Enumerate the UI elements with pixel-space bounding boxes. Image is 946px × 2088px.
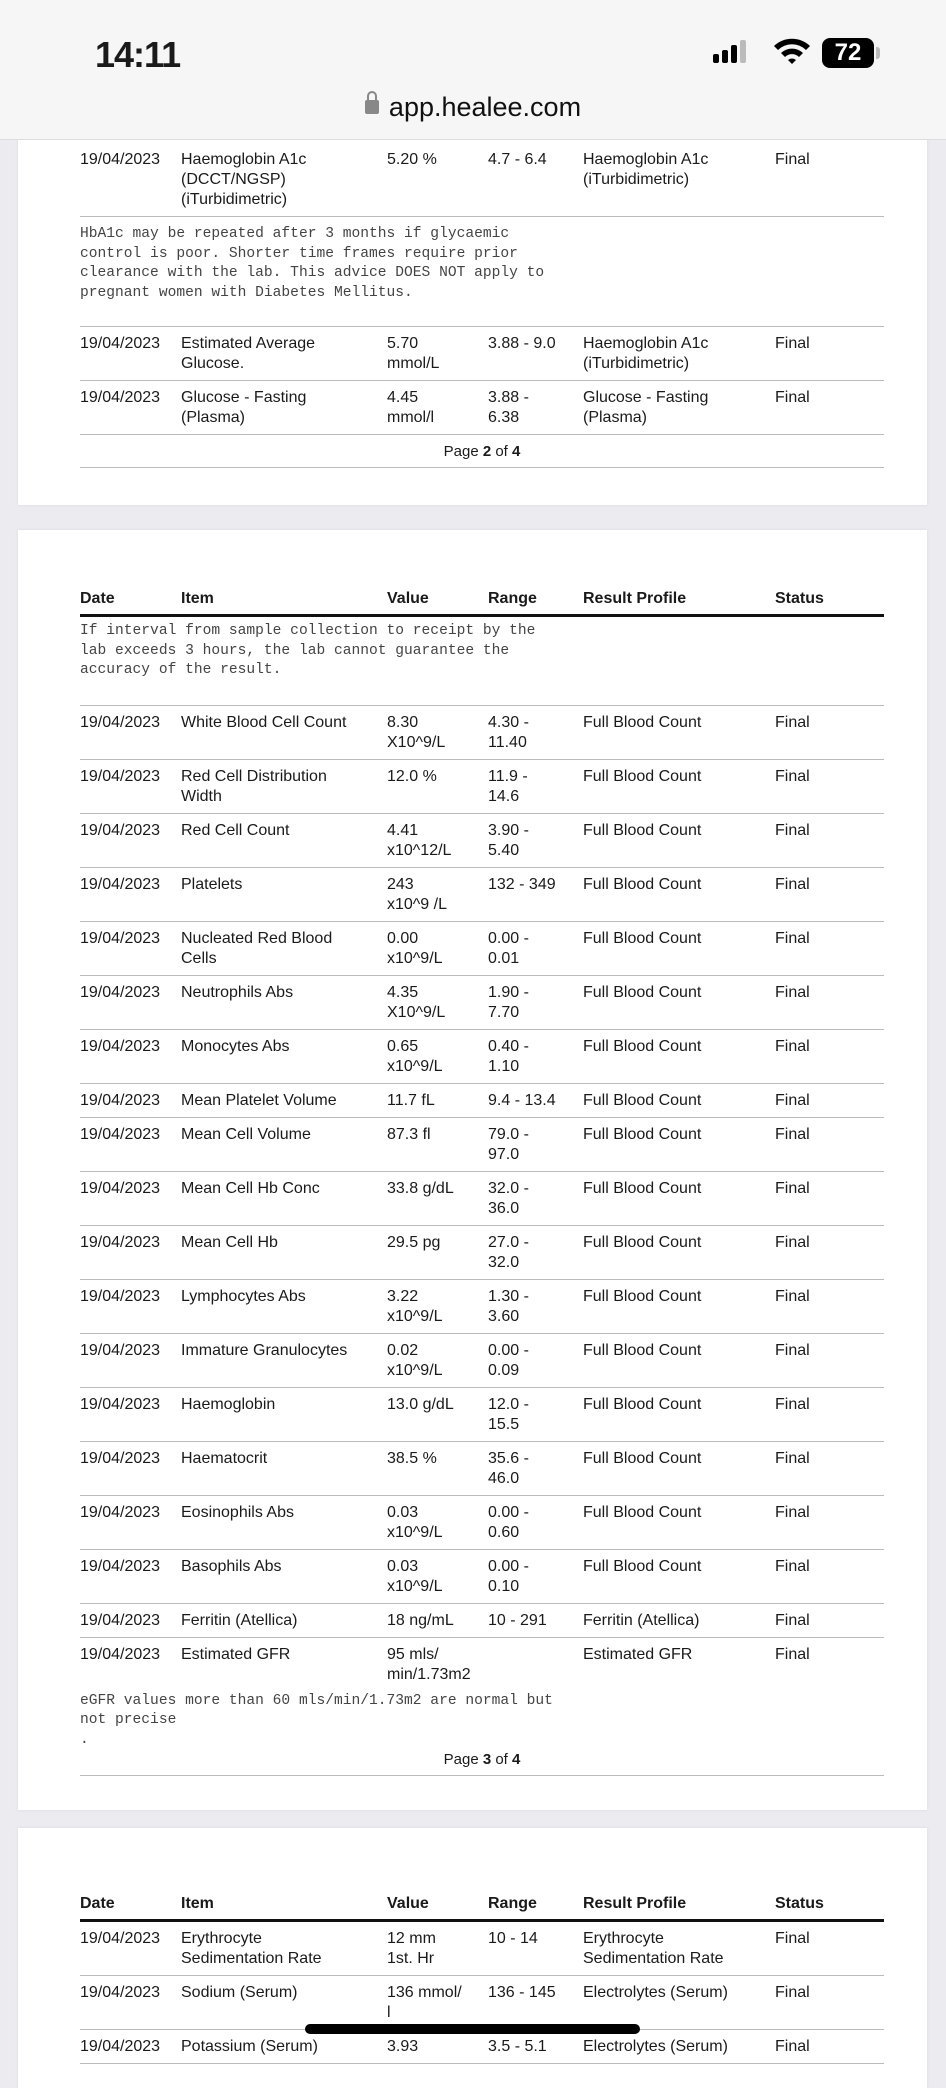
cell-profile: Full Blood Count [583, 1503, 702, 1521]
cell-date: 19/04/2023 [80, 713, 161, 731]
column-header-item: Item [181, 590, 214, 607]
cell-item: Estimated Average Glucose. [181, 335, 316, 373]
cell-item: Neutrophils Abs [181, 983, 294, 1001]
cell-range: 10 - 291 [488, 1611, 547, 1629]
cell-date: 19/04/2023 [80, 335, 161, 353]
page-label: Page 3 of 4 [80, 1751, 884, 1776]
cell-profile: Full Blood Count [583, 1287, 702, 1305]
table-row [80, 1280, 884, 1334]
cell-status: Final [775, 1091, 810, 1109]
cell-date: 19/04/2023 [80, 1341, 161, 1359]
cell-range: 136 - 145 [488, 1984, 556, 2001]
cell-range: 1.90 - 7.70 [488, 983, 529, 1021]
cell-profile: Full Blood Count [583, 875, 702, 893]
cell-range: 79.0 - 97.0 [488, 1125, 529, 1163]
column-header-range: Range [488, 1895, 537, 1912]
cell-range: 1.30 - 3.60 [488, 1287, 529, 1325]
cell-value: 3.22 x10^9/L [387, 1287, 443, 1325]
column-header-profile: Result Profile [583, 590, 687, 607]
cell-item: Mean Cell Volume [181, 1125, 311, 1143]
cell-status: Final [775, 1037, 810, 1055]
cell-range: 11.9 - 14.6 [488, 767, 528, 805]
cell-range: 4.7 - 6.4 [488, 151, 547, 168]
cell-status: Final [775, 1395, 810, 1413]
column-header-value: Value [387, 590, 429, 607]
cell-item: Lymphocytes Abs [181, 1287, 306, 1305]
cell-date: 19/04/2023 [80, 1645, 161, 1663]
cell-item: Immature Granulocytes [181, 1341, 348, 1359]
cell-range: 0.40 - 1.10 [488, 1037, 529, 1075]
cell-item: Mean Cell Hb Conc [181, 1179, 320, 1197]
cell-value: 29.5 pg [387, 1233, 441, 1251]
cell-range: 0.00 - 0.09 [488, 1341, 529, 1379]
column-header-profile: Result Profile [583, 1895, 687, 1912]
report-page-2 [18, 100, 927, 505]
cell-profile: Full Blood Count [583, 1179, 702, 1197]
cell-status: Final [775, 151, 810, 168]
table-row [80, 976, 884, 1030]
column-header-value: Value [387, 1895, 429, 1912]
cell-item: Monocytes Abs [181, 1037, 290, 1055]
page-4-content [80, 1892, 884, 2064]
cell-status: Final [775, 1287, 810, 1305]
cell-status: Final [775, 1179, 810, 1197]
table-row [80, 1496, 884, 1550]
cell-profile: Haemoglobin A1c (iTurbidimetric) [583, 335, 709, 373]
cell-status: Final [775, 1984, 810, 2001]
cell-item: Platelets [181, 875, 243, 893]
cell-range [488, 1645, 583, 1685]
table-row [80, 922, 884, 976]
cell-date: 19/04/2023 [80, 1503, 161, 1521]
cell-range: 3.88 - 6.38 [488, 389, 529, 427]
cell-status: Final [775, 1449, 810, 1467]
cell-date: 19/04/2023 [80, 1125, 161, 1143]
cell-profile: Ferritin (Atellica) [583, 1611, 700, 1629]
column-header-range: Range [488, 590, 537, 607]
cell-profile: Full Blood Count [583, 1091, 702, 1109]
cell-date: 19/04/2023 [80, 151, 161, 168]
cell-date: 19/04/2023 [80, 875, 161, 893]
cell-item: Nucleated Red Blood Cells [181, 929, 333, 967]
cell-profile: Full Blood Count [583, 929, 702, 947]
column-header-date: Date [80, 590, 115, 607]
cell-status: Final [775, 821, 810, 839]
cell-item: Ferritin (Atellica) [181, 1611, 298, 1629]
table-row [80, 706, 884, 760]
cell-range: 3.5 - 5.1 [488, 2038, 547, 2055]
page-label: Page 2 of 4 [80, 435, 884, 468]
table-row [80, 143, 884, 217]
cell-item: Haemoglobin [181, 1395, 276, 1413]
cell-range: 0.00 - 0.01 [488, 929, 529, 967]
cell-date: 19/04/2023 [80, 389, 161, 407]
cell-profile: Haemoglobin A1c (iTurbidimetric) [583, 151, 709, 188]
cell-status: Final [775, 1341, 810, 1359]
home-indicator[interactable] [305, 2024, 640, 2034]
cell-profile: Full Blood Count [583, 1341, 702, 1359]
cell-status: Final [775, 1645, 810, 1663]
wifi-icon [772, 36, 812, 66]
table-row [80, 2030, 884, 2064]
cell-item: Red Cell Count [181, 821, 290, 839]
table-row [80, 381, 884, 435]
cell-value: 11.7 fL [387, 1091, 435, 1109]
cell-item: Eosinophils Abs [181, 1503, 294, 1521]
table-row [80, 1922, 884, 1976]
cell-profile: Full Blood Count [583, 1125, 702, 1143]
cell-value: 0.02 x10^9/L [387, 1341, 443, 1379]
cell-profile: Full Blood Count [583, 767, 702, 785]
cell-item: Erythrocyte Sedimentation Rate [181, 1930, 322, 1967]
cell-range: 12.0 - 15.5 [488, 1395, 529, 1433]
cell-value: 0.00 x10^9/L [387, 929, 443, 967]
cell-value: 4.45 mmol/l [387, 389, 435, 427]
cell-profile: Full Blood Count [583, 983, 702, 1001]
table-row [80, 1334, 884, 1388]
cell-range: 10 - 14 [488, 1930, 538, 1947]
cell-date: 19/04/2023 [80, 1930, 161, 1947]
sample-interval-note: If interval from sample collection to receipt by the lab exceeds 3 hours, the lab cannot guarantee the accuracy of the result. [80, 617, 884, 706]
cell-status: Final [775, 1125, 810, 1143]
cell-item: Mean Platelet Volume [181, 1091, 337, 1109]
table-header [80, 587, 884, 617]
cell-profile: Erythrocyte Sedimentation Rate [583, 1930, 724, 1967]
table-header [80, 1892, 884, 1922]
lock-icon [365, 100, 379, 114]
cell-item: Haematocrit [181, 1449, 268, 1467]
cell-status: Final [775, 335, 810, 353]
cell-value: 0.65 x10^9/L [387, 1037, 443, 1075]
cell-value: 38.5 % [387, 1449, 437, 1467]
table-row [80, 1638, 884, 1691]
cell-date: 19/04/2023 [80, 929, 161, 947]
cell-item: White Blood Cell Count [181, 713, 347, 731]
cell-value: 5.20 % [387, 151, 437, 168]
cell-value: 8.30 X10^9/L [387, 713, 446, 751]
table-row [80, 760, 884, 814]
cell-value: 13.0 g/dL [387, 1395, 454, 1413]
table-row [80, 868, 884, 922]
cell-value: 12.0 % [387, 767, 437, 785]
cell-date: 19/04/2023 [80, 821, 161, 839]
battery-icon: 72 [822, 38, 874, 68]
cell-status: Final [775, 1233, 810, 1251]
cell-date: 19/04/2023 [80, 1557, 161, 1575]
table-row [80, 1118, 884, 1172]
report-page-4 [18, 1828, 927, 2088]
column-header-date: Date [80, 1895, 115, 1912]
cell-profile: Full Blood Count [583, 1449, 702, 1467]
cell-value: 12 mm 1st. Hr [387, 1930, 436, 1967]
cell-status: Final [775, 2038, 810, 2055]
cell-value: 243 x10^9 /L [387, 875, 447, 913]
cell-status: Final [775, 875, 810, 893]
cellular-signal-icon [713, 40, 746, 63]
page-2-content [80, 143, 884, 468]
cell-item: Glucose - Fasting (Plasma) [181, 389, 307, 427]
egfr-note: eGFR values more than 60 mls/min/1.73m2 are normal but not precise . [80, 1692, 553, 1748]
table-row [80, 814, 884, 868]
cell-date: 19/04/2023 [80, 1395, 161, 1413]
cell-date: 19/04/2023 [80, 1611, 161, 1629]
cell-status: Final [775, 713, 810, 731]
cell-profile: Full Blood Count [583, 1037, 702, 1055]
cell-range: 32.0 - 36.0 [488, 1179, 529, 1217]
cell-value: 95 mls/ min/1.73m2 [387, 1645, 471, 1683]
cell-profile: Full Blood Count [583, 1233, 702, 1251]
column-header-item: Item [181, 1895, 214, 1912]
cell-date: 19/04/2023 [80, 2038, 161, 2055]
cell-item: Mean Cell Hb [181, 1233, 278, 1251]
cell-range: 35.6 - 46.0 [488, 1449, 529, 1487]
cell-profile: Electrolytes (Serum) [583, 2038, 728, 2055]
cell-value: 136 mmol/ l [387, 1984, 462, 2021]
cell-value: 4.35 X10^9/L [387, 983, 446, 1021]
cell-date: 19/04/2023 [80, 1287, 161, 1305]
cell-range: 0.00 - 0.60 [488, 1503, 529, 1541]
cell-date: 19/04/2023 [80, 983, 161, 1001]
cell-profile: Electrolytes (Serum) [583, 1984, 728, 2001]
cell-profile: Full Blood Count [583, 713, 702, 731]
cell-item: Sodium (Serum) [181, 1984, 298, 2001]
status-time: 14:11 [95, 34, 181, 75]
cell-range: 3.90 - 5.40 [488, 821, 529, 859]
report-page-3 [18, 530, 927, 1810]
url-text: app.healee.com [388, 92, 582, 122]
cell-value: 33.8 g/dL [387, 1179, 454, 1197]
cell-status: Final [775, 929, 810, 947]
table-row [80, 1976, 884, 2030]
cell-value: 0.03 x10^9/L [387, 1557, 443, 1595]
table-row [80, 1226, 884, 1280]
cell-range: 4.30 - 11.40 [488, 713, 529, 751]
cell-range: 132 - 349 [488, 875, 556, 893]
table-row [80, 327, 884, 381]
cell-range: 9.4 - 13.4 [488, 1091, 556, 1109]
table-row [80, 1442, 884, 1496]
cell-status: Final [775, 767, 810, 785]
cell-date: 19/04/2023 [80, 1449, 161, 1467]
cell-date: 19/04/2023 [80, 1984, 161, 2001]
cell-date: 19/04/2023 [80, 1037, 161, 1055]
cell-value: 87.3 fl [387, 1125, 431, 1143]
cell-profile: Full Blood Count [583, 1557, 702, 1575]
address-bar[interactable] [0, 92, 946, 123]
cell-profile: Glucose - Fasting (Plasma) [583, 389, 709, 427]
cell-item: Potassium (Serum) [181, 2038, 318, 2055]
column-header-status: Status [775, 1895, 824, 1912]
hba1c-note: HbA1c may be repeated after 3 months if glycaemic control is poor. Shorter time frames require prior clearance with the lab. This advice DOES NOT apply to pregnant women with Diabetes Mellitus. [80, 217, 884, 327]
table-row [80, 1388, 884, 1442]
cell-status: Final [775, 983, 810, 1001]
cell-range: 27.0 - 32.0 [488, 1233, 529, 1271]
table-row [80, 1172, 884, 1226]
cell-value: 5.70 mmol/L [387, 335, 440, 373]
browser-top-bar [0, 0, 946, 140]
cell-date: 19/04/2023 [80, 1091, 161, 1109]
cell-value: 3.93 [387, 2038, 419, 2055]
cell-profile: Estimated GFR [583, 1645, 693, 1663]
cell-value: 18 ng/mL [387, 1611, 454, 1629]
cell-item: Estimated GFR [181, 1645, 291, 1663]
cell-value: 0.03 x10^9/L [387, 1503, 443, 1541]
cell-profile: Full Blood Count [583, 821, 702, 839]
cell-status: Final [775, 389, 810, 407]
cell-range: 3.88 - 9.0 [488, 335, 556, 353]
cell-date: 19/04/2023 [80, 1233, 161, 1251]
cell-date: 19/04/2023 [80, 1179, 161, 1197]
table-row [80, 1030, 884, 1084]
cell-profile: Full Blood Count [583, 1395, 702, 1413]
cell-value: 4.41 x10^12/L [387, 821, 452, 859]
cell-range: 0.00 - 0.10 [488, 1557, 529, 1595]
cell-status: Final [775, 1611, 810, 1629]
table-row [80, 1084, 884, 1118]
cell-item: Basophils Abs [181, 1557, 282, 1575]
cell-status: Final [775, 1930, 810, 1947]
battery-tip [876, 47, 880, 59]
table-row [80, 1604, 884, 1638]
column-header-status: Status [775, 590, 824, 607]
table-row [80, 1550, 884, 1604]
cell-date: 19/04/2023 [80, 767, 161, 785]
page-3-content [80, 587, 884, 1776]
cell-status: Final [775, 1503, 810, 1521]
cell-item: Haemoglobin A1c (DCCT/NGSP) (iTurbidimetric) [181, 151, 307, 208]
cell-item: Red Cell Distribution Width [181, 767, 327, 805]
cell-status: Final [775, 1557, 810, 1575]
